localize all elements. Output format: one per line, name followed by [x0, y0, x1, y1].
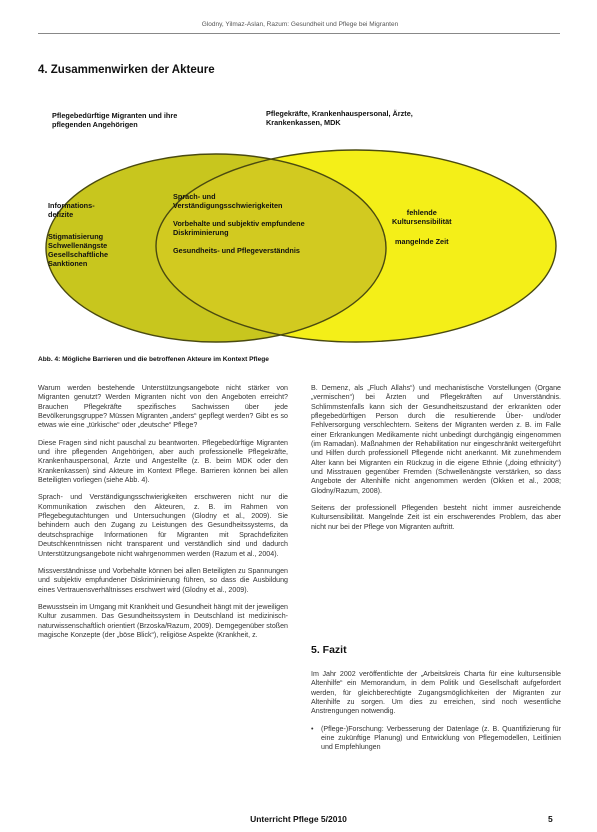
- footer-journal: Unterricht Pflege 5/2010: [250, 814, 347, 824]
- right-items: fehlende Kultursensibilität mangelnde Zeit: [392, 208, 452, 246]
- header-rule: [38, 33, 560, 34]
- center-items: Sprach- und Verständigungsschwierigkeiten Vorbehalte und subjektiv empfundene Diskriminierung Gesundheits- und Pflegeverständnis: [173, 192, 305, 255]
- left-heading: Pflegebedürftige Migranten und ihre pflegenden Angehörigen: [52, 111, 178, 129]
- figure-caption: Abb. 4: Mögliche Barrieren und die betroffenen Akteure im Kontext Pflege: [38, 356, 269, 363]
- paragraph: Warum werden bestehende Unterstützungsangebote nicht stärker von Migranten genutzt? Werden Migranten nicht von den Angeboten erreicht? Brauchen Pflegekräfte spezifisches Sachwissen über jede Bevölkerungsgruppe? Müssen Migranten „anders“ gepflegt werden? Gibt es so etwas wie eine „türkische“ oder „deutsche“ Pflege?: [38, 384, 288, 430]
- fazit-text: [311, 670, 561, 753]
- paragraph: B. Demenz, als „Fluch Allahs“) und mechanistische Vorstellungen (Organe „vermischen“) bei Ärzten und Pflegekräften auf Unverständnis. Schlimmstenfalls kann sich der Gesundheitszustand der erkrankten oder pflegebedürftigen Person durch die resultierende Über- und/oder Fehlversorgung verschlechtern. Seitens der Migranten werden z. B. im Falle einer Erkrankungen Medikamente nicht unbedingt durchgängig eingenommen (im Ramadan). Maßnahmen der Rehabilitation nur eingeschränkt weitergeführt und Hilfen durch professionell Pflegende nicht anerkannt. Mit zunehmendem Alter kann bei Migranten ein Rückzug in die eigene Ethnie („doing ethnicity“) und Misstrauen gegenüber Fremden (Schwellenängste verstärken, so dass Angebote der Altenhilfe nicht angenommen werden (Okken et al., 2008; Glodny/Razum, 2008).: [311, 384, 561, 495]
- fazit-heading: 5. Fazit: [311, 644, 347, 656]
- paragraph: Diese Fragen sind nicht pauschal zu beantworten. Pflegebedürftige Migranten und ihre pflegenden Angehörigen, aber auch professionelle Pflegekräfte, Krankenhauspersonal, Ärzte und Angestellte (z. B. beim MDK oder den Krankenkassen) sind Akteure im Kontext Pflege. Barrieren können bei allen Beteiligten vorliegen (siehe Abb. 4).: [38, 438, 288, 485]
- bullet-item: [311, 725, 561, 753]
- page-number: 5: [548, 814, 553, 824]
- body-column-left: [38, 384, 288, 648]
- paragraph: Im Jahr 2002 veröffentlichte der „Arbeitskreis Charta für eine kultursensible Altenhilfe“ ein Memorandum, in dem Politik und Gesellschaft aufgefordert werden, für gleichberechtigte Zugangsmöglichkeiten der Migranten zur Altenhilfe zu sorgen. Um dies zu erreichen, sind noch wesentliche Anstrengungen notwendig.: [311, 670, 561, 716]
- paragraph: Bewusstsein im Umgang mit Krankheit und Gesundheit hängt mit der jeweiligen Kultur zusammen. Das Gesundheitssystem in Deutschland ist medizinisch-naturwissenschaftlich orientiert (Brzoska/Razum, 2009). Demgegenüber stoßen magische Konzepte (der „böse Blick“), religiöse Aspekte (Krankheit, z.: [38, 602, 288, 639]
- left-items: Informations- defizite Stigmatisierung Schwellenängste Gesellschaftliche Sanktionen: [48, 201, 109, 268]
- body-column-right: [311, 384, 561, 540]
- venn-figure: [38, 96, 560, 346]
- bullet-text: (Pflege-)Forschung: Verbesserung der Datenlage (z. B. Quantifizierung für eine zukünftige Planung) und Entwicklung von Pflegemodellen, Leitlinien und Empfehlungen: [321, 724, 561, 752]
- paragraph: Missverständnisse und Vorbehalte können bei allen Beteiligten zu Spannungen und subjektiv empfundener Diskriminierung führen, so dass die Ausbildung eines Vertrauensverhältnisses erschwert wird (Glodny et al., 2009).: [38, 566, 288, 594]
- bullet-icon: •: [311, 724, 314, 733]
- section-title: 4. Zusammenwirken der Akteure: [38, 64, 215, 76]
- right-heading: Pflegekräfte, Krankenhauspersonal, Ärzte, Krankenkassen, MDK: [266, 109, 413, 127]
- paragraph: Seitens der professionell Pflegenden besteht nicht immer ausreichende Kultursensibilität. Mangelnde Zeit ist ein erschwerendes Problem, das aber nicht nur bei der Pflege von Migranten auftritt.: [311, 504, 561, 531]
- running-header: Glodny, Yilmaz-Aslan, Razum: Gesundheit und Pflege bei Migranten: [201, 21, 399, 28]
- paragraph: Sprach- und Verständigungsschwierigkeiten erschweren nicht nur die Kommunikation zwischen den Akteuren, z. B. im Rahmen von Pflegebegutachtungen und Untersuchungen (Glodny et al., 2009). Sie behindern auch den Zugang zu Leistungen des Gesundheitssystems, da deutschsprachige Informationen für Migranten mit Sprachdefiziten Deutschkenntnissen nicht transparent und verständlich sind und dadurch Unterstützungsangebote nicht wahrgenommen werden (Razum et al., 2004).: [38, 493, 288, 558]
